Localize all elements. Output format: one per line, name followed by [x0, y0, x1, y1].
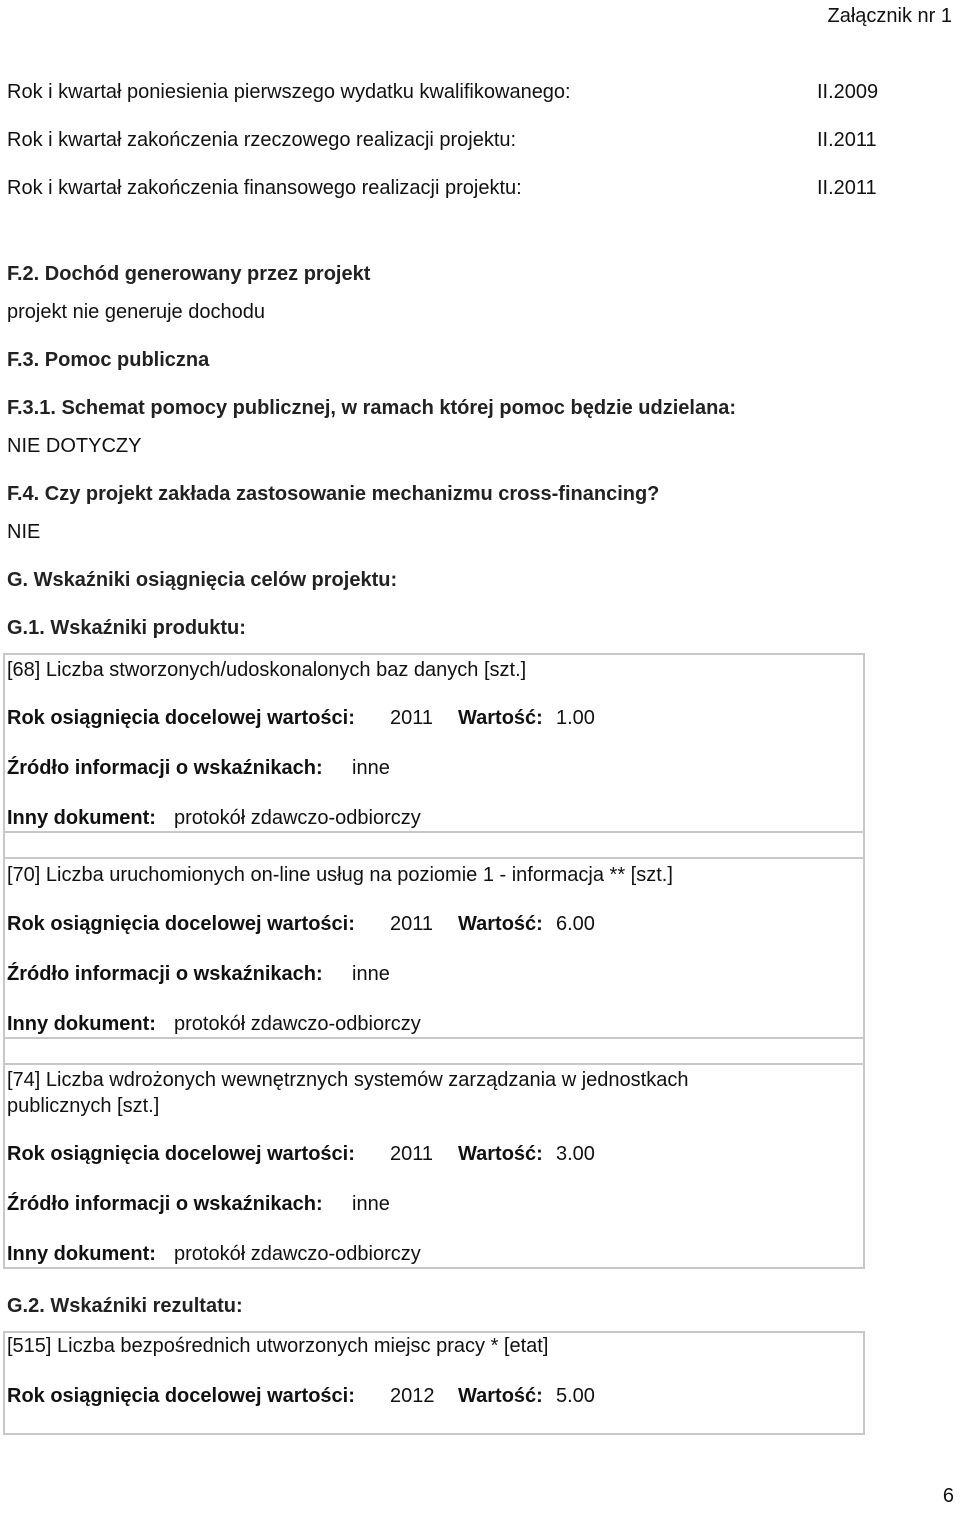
target-year-label: Rok osiągnięcia docelowej wartości:: [7, 1385, 355, 1407]
product-name: [70] Liczba uruchomionych on-line usług na poziomie 1 - informacja ** [szt.]: [7, 864, 673, 886]
f3-heading: F.3. Pomoc publiczna: [7, 349, 210, 371]
value-value: 5.00: [556, 1385, 595, 1407]
product-name: [68] Liczba stworzonych/udoskonalonych baz danych [szt.]: [7, 659, 527, 681]
material-end-value: II.2011: [817, 129, 877, 151]
doc-value: protokół zdawczo-odbiorczy: [174, 1243, 421, 1265]
first-expense-label: Rok i kwartał poniesienia pierwszego wydatku kwalifikowanego:: [7, 81, 571, 103]
target-year-value: 2011: [390, 707, 434, 729]
doc-label: Inny dokument:: [7, 1013, 156, 1035]
f2-value: projekt nie generuje dochodu: [7, 301, 265, 323]
doc-value: protokół zdawczo-odbiorczy: [174, 807, 421, 829]
first-expense-value: II.2009: [817, 81, 879, 103]
f4-heading: F.4. Czy projekt zakłada zastosowanie mechanizmu cross-financing?: [7, 483, 660, 505]
source-value: inne: [352, 1193, 390, 1215]
target-year-label: Rok osiągnięcia docelowej wartości:: [7, 1143, 355, 1165]
f2-heading: F.2. Dochód generowany przez projekt: [7, 263, 371, 285]
target-year-value: 2011: [390, 1143, 434, 1165]
box-separator: [3, 1037, 865, 1065]
value-label: Wartość:: [458, 1143, 543, 1165]
source-label: Źródło informacji o wskaźnikach:: [7, 1193, 323, 1215]
doc-label: Inny dokument:: [7, 1243, 156, 1265]
f4-value: NIE: [7, 521, 41, 543]
target-year-label: Rok osiągnięcia docelowej wartości:: [7, 707, 355, 729]
target-year-label: Rok osiągnięcia docelowej wartości:: [7, 913, 355, 935]
value-value: 3.00: [556, 1143, 595, 1165]
value-label: Wartość:: [458, 913, 543, 935]
product-name-line2: publicznych [szt.]: [7, 1095, 160, 1117]
g2-heading: G.2. Wskaźniki rezultatu:: [7, 1295, 243, 1317]
g1-heading: G.1. Wskaźniki produktu:: [7, 617, 246, 639]
box-separator: [3, 831, 865, 859]
g-heading: G. Wskaźniki osiągnięcia celów projektu:: [7, 569, 398, 591]
source-label: Źródło informacji o wskaźnikach:: [7, 963, 323, 985]
f31-heading: F.3.1. Schemat pomocy publicznej, w ramach której pomoc będzie udzielana:: [7, 397, 737, 419]
material-end-label: Rok i kwartał zakończenia rzeczowego realizacji projektu:: [7, 129, 517, 151]
source-value: inne: [352, 963, 390, 985]
target-year-value: 2011: [390, 913, 434, 935]
value-label: Wartość:: [458, 707, 543, 729]
doc-label: Inny dokument:: [7, 807, 156, 829]
result-name: [515] Liczba bezpośrednich utworzonych miejsc pracy * [etat]: [7, 1335, 549, 1357]
value-value: 6.00: [556, 913, 595, 935]
f31-value: NIE DOTYCZY: [7, 435, 142, 457]
value-label: Wartość:: [458, 1385, 543, 1407]
financial-end-label: Rok i kwartał zakończenia finansowego realizacji projektu:: [7, 177, 522, 199]
source-value: inne: [352, 757, 390, 779]
product-name-line1: [74] Liczba wdrożonych wewnętrznych systemów zarządzania w jednostkach: [7, 1069, 689, 1091]
source-label: Źródło informacji o wskaźnikach:: [7, 757, 323, 779]
doc-value: protokół zdawczo-odbiorczy: [174, 1013, 421, 1035]
financial-end-value: II.2011: [817, 177, 877, 199]
target-year-value: 2012: [390, 1385, 435, 1407]
attachment-label: Załącznik nr 1: [827, 5, 952, 27]
value-value: 1.00: [556, 707, 595, 729]
page-number: 6: [942, 1485, 954, 1507]
